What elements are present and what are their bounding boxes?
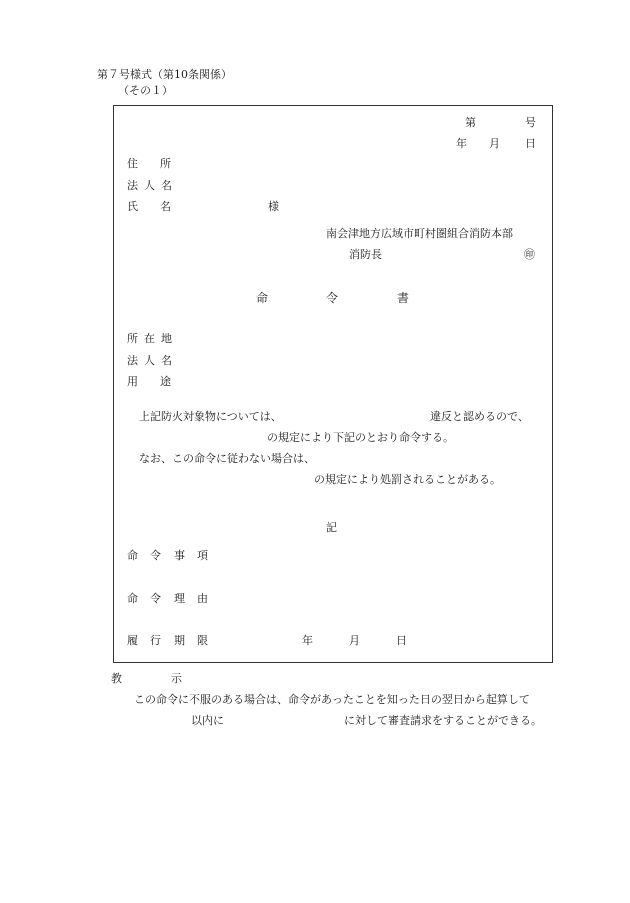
- location-label-char-2: 在: [144, 332, 155, 345]
- deadline-day: 日: [396, 634, 407, 647]
- matter-char-2: 令: [150, 549, 161, 562]
- matter-char-3: 事: [174, 549, 185, 562]
- notice-label-char-1: 教: [111, 672, 122, 685]
- use-label-char-1: 用: [127, 375, 138, 388]
- date-month: 月: [489, 137, 500, 150]
- title-char-1: 命: [256, 291, 269, 305]
- date-day: 日: [525, 137, 536, 150]
- target-corp-label-char-1: 法: [127, 354, 138, 367]
- deadline-char-3: 期: [174, 634, 185, 647]
- title-char-2: 令: [326, 291, 339, 305]
- corp-label-char-2: 人: [144, 179, 155, 192]
- name-label-char-1: 氏: [127, 200, 138, 213]
- deadline-char-2: 行: [150, 634, 161, 647]
- body-line-4: の規定により処罰されることがある。: [314, 473, 501, 486]
- target-corp-label-char-2: 人: [144, 354, 155, 367]
- address-label-char-2: 所: [160, 157, 171, 170]
- honorific-sama: 様: [268, 200, 279, 213]
- deadline-char-4: 限: [197, 634, 208, 647]
- location-label-char-1: 所: [127, 332, 138, 345]
- use-label-char-2: 途: [160, 375, 171, 388]
- body-line-2: の規定により下記のとおり命令する。: [267, 431, 454, 444]
- notice-line-2b: に対して審査請求をすることができる。: [344, 714, 542, 727]
- form-number: 第７号様式（第10条関係）: [97, 68, 232, 81]
- body-line-1a: 上記防火対象物については、: [139, 410, 282, 423]
- doc-number-prefix: 第: [465, 116, 476, 129]
- notice-label-char-2: 示: [171, 672, 182, 685]
- target-corp-label-char-3: 名: [161, 354, 172, 367]
- matter-char-1: 命: [127, 549, 138, 562]
- body-line-3: なお、この命令に従わない場合は、: [139, 452, 315, 465]
- reason-char-1: 命: [127, 592, 138, 605]
- notice-line-1: この命令に不服のある場合は、命令があったことを知った日の翌日から起算して: [134, 693, 530, 706]
- notice-line-2a: 以内に: [191, 714, 224, 727]
- reason-char-2: 令: [150, 592, 161, 605]
- deadline-month: 月: [349, 634, 360, 647]
- reason-char-4: 由: [197, 592, 208, 605]
- doc-number-suffix: 号: [525, 116, 536, 129]
- body-line-1b: 違反と認めるので、: [430, 410, 529, 423]
- matter-char-4: 項: [197, 549, 208, 562]
- issuer-title: 消防長: [349, 248, 382, 261]
- form-frame: [113, 105, 553, 663]
- deadline-year: 年: [302, 634, 313, 647]
- title-char-3: 書: [397, 291, 410, 305]
- deadline-char-1: 履: [127, 634, 138, 647]
- corp-label-char-1: 法: [127, 179, 138, 192]
- date-year: 年: [456, 137, 467, 150]
- reason-char-3: 理: [174, 592, 185, 605]
- issuer-organization: 南会津地方広域市町村圏組合消防本部: [326, 227, 513, 240]
- form-sub-number: （その１）: [118, 84, 173, 97]
- location-label-char-3: 地: [161, 332, 172, 345]
- address-label-char-1: 住: [127, 157, 138, 170]
- corp-label-char-3: 名: [161, 179, 172, 192]
- name-label-char-2: 名: [160, 200, 171, 213]
- ki-heading: 記: [326, 521, 337, 534]
- seal-mark: ㊞: [524, 248, 535, 261]
